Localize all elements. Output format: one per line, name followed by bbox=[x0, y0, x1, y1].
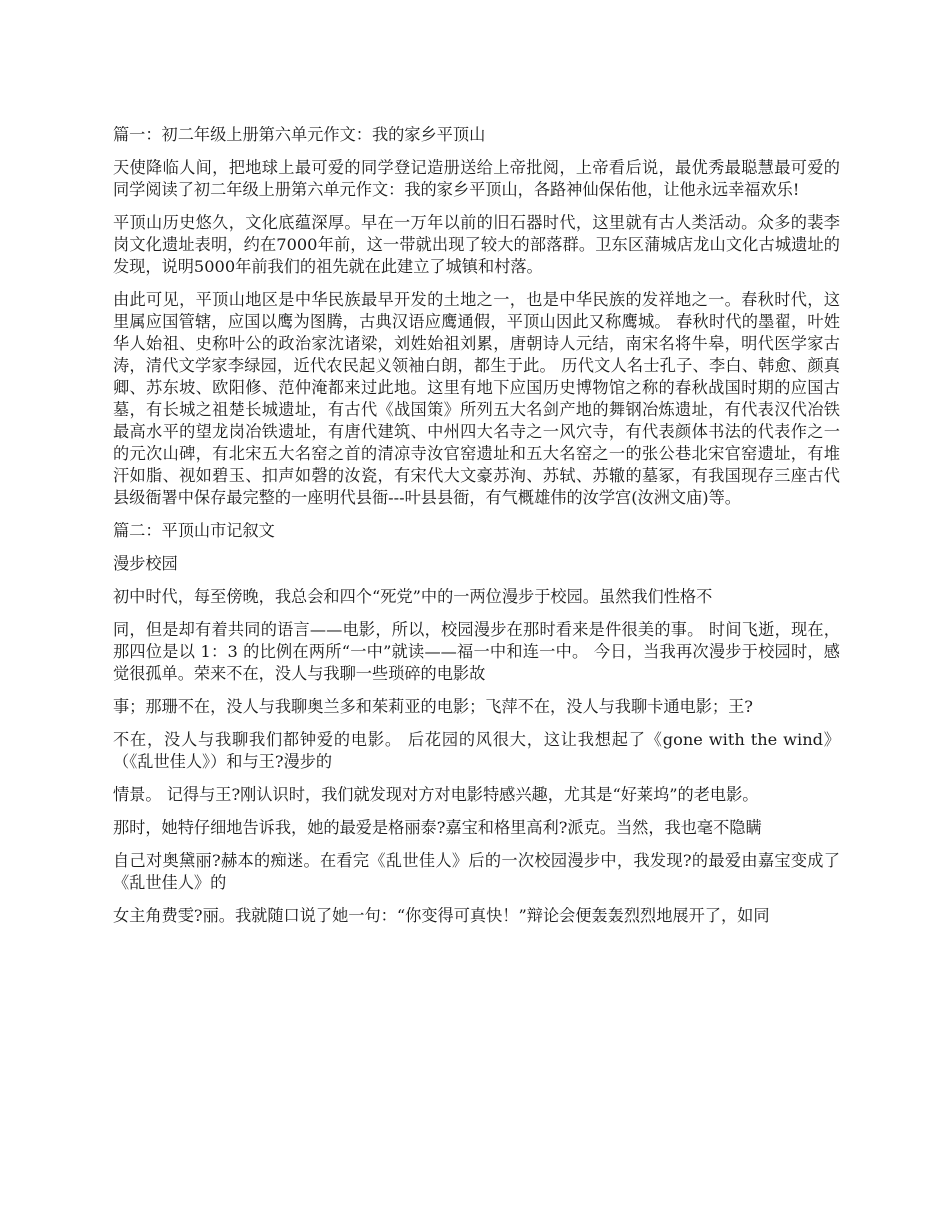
essay-one-title: 篇一：初二年级上册第六单元作文：我的家乡平顶山 bbox=[113, 125, 486, 144]
paragraph: 那时，她特仔细地告诉我，她的最爱是格丽泰?嘉宝和格里高利?派克。当然，我也毫不隐瞒 bbox=[113, 818, 762, 837]
paragraph: 事；那珊不在，没人与我聊奥兰多和茱莉亚的电影；飞萍不在，没人与我聊卡通电影；王? bbox=[113, 697, 753, 716]
paragraph: 不在，没人与我聊我们都钟爱的电影。 后花园的风很大，这让我想起了《gone with the wind》（《乱世佳人》）和与王?漫步的 bbox=[113, 730, 840, 771]
paragraph: 由此可见，平顶山地区是中华民族最早开发的土地之一，也是中华民族的发祥地之一。春秋时代，这里属应国管辖，应国以鹰为图腾，古典汉语应鹰通假，平顶山因此又称鹰城。 春秋时代的墨翟，叶姓华人始祖、史称叶公的政治家沈诸梁，刘姓始祖刘累，唐朝诗人元结，南宋名将牛皋，明代医学家古涛，清代文学家李绿园，近代农民起义领袖白朗，都生于此。 历代文人名士孔子、李白、韩愈、颜真卿、苏东坡、欧阳修、范仲淹都来过此地。这里有地下应国历史博物馆之称的春秋战国时期的应国古墓，有长城之祖楚长城遗址，有古代《战国策》所列五大名剑产地的舞钢冶炼遗址，有代表汉代冶铁最高水平的望龙岗冶铁遗址，有唐代建筑、中州四大名寺之一风穴寺，有代表颜体书法的代表作之一的元次山碑，有北宋五大名窑之首的清凉寺汝官窑遗址和五大名窑之一的张公巷北宋官窑遗址，有堆汗如脂、视如碧玉、扣声如磬的汝瓷，有宋代大文豪苏洵、苏轼、苏辙的墓冢，有我国现存三座古代县级衙署中保存最完整的一座明代县衙---叶县县衙，有气概雄伟的汝学宫(汝洲文庙)等。 bbox=[113, 290, 840, 507]
essay-two-title: 篇二：平顶山市记叙文 bbox=[113, 521, 275, 540]
paragraph: 平顶山历史悠久，文化底蕴深厚。早在一万年以前的旧石器时代，这里就有古人类活动。众多的裴李岗文化遗址表明，约在7000年前，这一带就出现了较大的部落群。卫东区蒲城店龙山文化古城遗址的发现，说明5000年前我们的祖先就在此建立了城镇和村落。 bbox=[113, 213, 840, 276]
paragraph: 初中时代，每至傍晚，我总会和四个“死党”中的一两位漫步于校园。虽然我们性格不 bbox=[113, 587, 713, 606]
paragraph: 同，但是却有着共同的语言——电影，所以，校园漫步在那时看来是件很美的事。 时间飞逝，现在，那四位是以 1：3 的比例在两所“一中”就读——福一中和连一中。 今日，当我再次漫步于校园时，感觉很孤单。荣来不在，没人与我聊一些琐碎的电影故 bbox=[113, 620, 840, 683]
paragraph: 女主角费雯?丽。我就随口说了她一句：“你变得可真快！”辩论会便轰轰烈烈地展开了，如同 bbox=[113, 906, 770, 925]
document-body bbox=[113, 124, 840, 938]
paragraph: 天使降临人间，把地球上最可爱的同学登记造册送给上帝批阅，上帝看后说，最优秀最聪慧最可爱的同学阅读了初二年级上册第六单元作文：我的家乡平顶山，各路神仙保佑他，让他永远幸福欢乐! bbox=[113, 158, 840, 199]
paragraph: 自己对奥黛丽?赫本的痴迷。在看完《乱世佳人》后的一次校园漫步中，我发现?的最爱由嘉宝变成了《乱世佳人》的 bbox=[113, 851, 840, 892]
paragraph: 情景。 记得与王?刚认识时，我们就发现对方对电影特感兴趣，尤其是“好莱坞”的老电影。 bbox=[113, 785, 759, 804]
essay-two-subtitle: 漫步校园 bbox=[113, 554, 178, 573]
